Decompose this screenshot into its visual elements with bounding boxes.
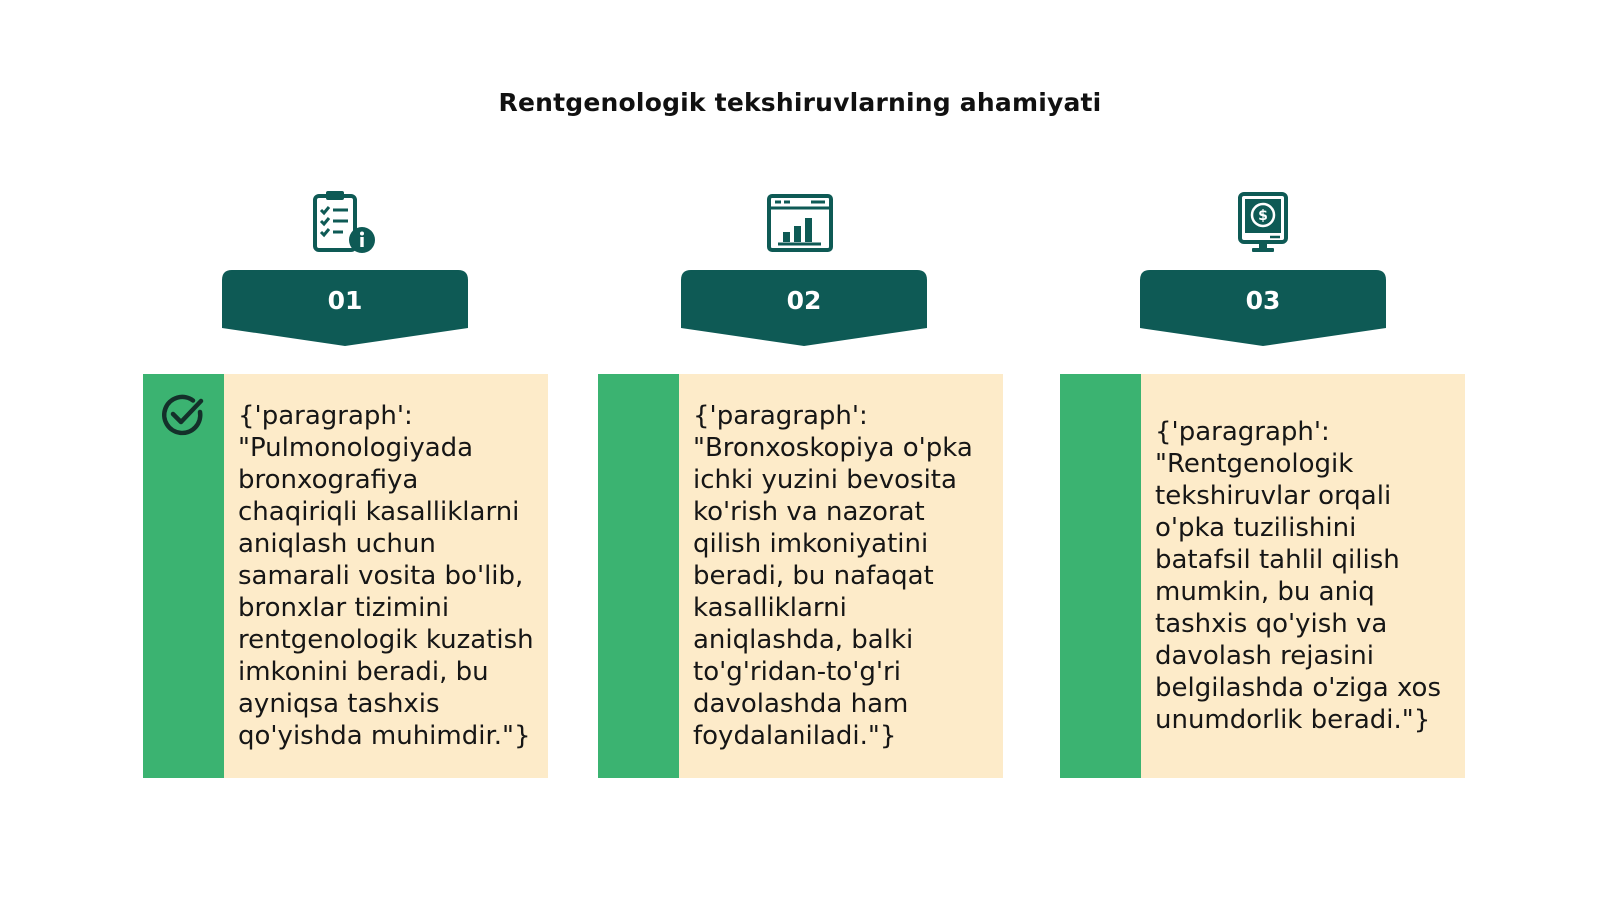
badge-number: 02 (786, 286, 822, 315)
card-stripe (598, 374, 679, 778)
browser-bar-chart-icon (765, 188, 835, 258)
badge-number: 03 (1245, 286, 1281, 315)
badge-02 (681, 270, 927, 346)
card-stripe (1060, 374, 1141, 778)
slide-title: Rentgenologik tekshiruvlarning ahamiyati (498, 88, 1102, 117)
card-text: {'paragraph': "Rentgenologik tekshiruvlar orqali o'pka tuzilishini batafsil tahlil qilish mumkin, bu aniq tashxis qo'yish va davolash rejasini belgilashda o'ziga xos unumdorlik beradi."} (1155, 417, 1441, 735)
card-03 (1060, 374, 1465, 778)
card-body (1141, 374, 1465, 778)
card-text: {'paragraph': "Bronxoskopiya o'pka ichki yuzini bevosita ko'rish va nazorat qilish imkoniyatini beradi, bu nafaqat kasalliklarni aniqlashda, balki to'g'ridan-to'g'ri davolashda ham foydalaniladi."} (693, 401, 973, 751)
monitor-dollar-icon (1228, 188, 1298, 258)
card-02 (598, 374, 1003, 778)
card-body (679, 374, 1003, 778)
badge-number: 01 (327, 286, 363, 315)
svg-text:$: $ (1258, 208, 1268, 224)
card-text: {'paragraph': "Pulmonologiyada bronxografiya chaqiriqli kasalliklarni aniqlash uchun samarali vosita bo'lib, bronxlar tizimini rentgenologik kuzatish imkonini beradi, bu ayniqsa tashxis qo'yishda muhimdir."} (238, 401, 534, 751)
badge-03 (1140, 270, 1386, 346)
